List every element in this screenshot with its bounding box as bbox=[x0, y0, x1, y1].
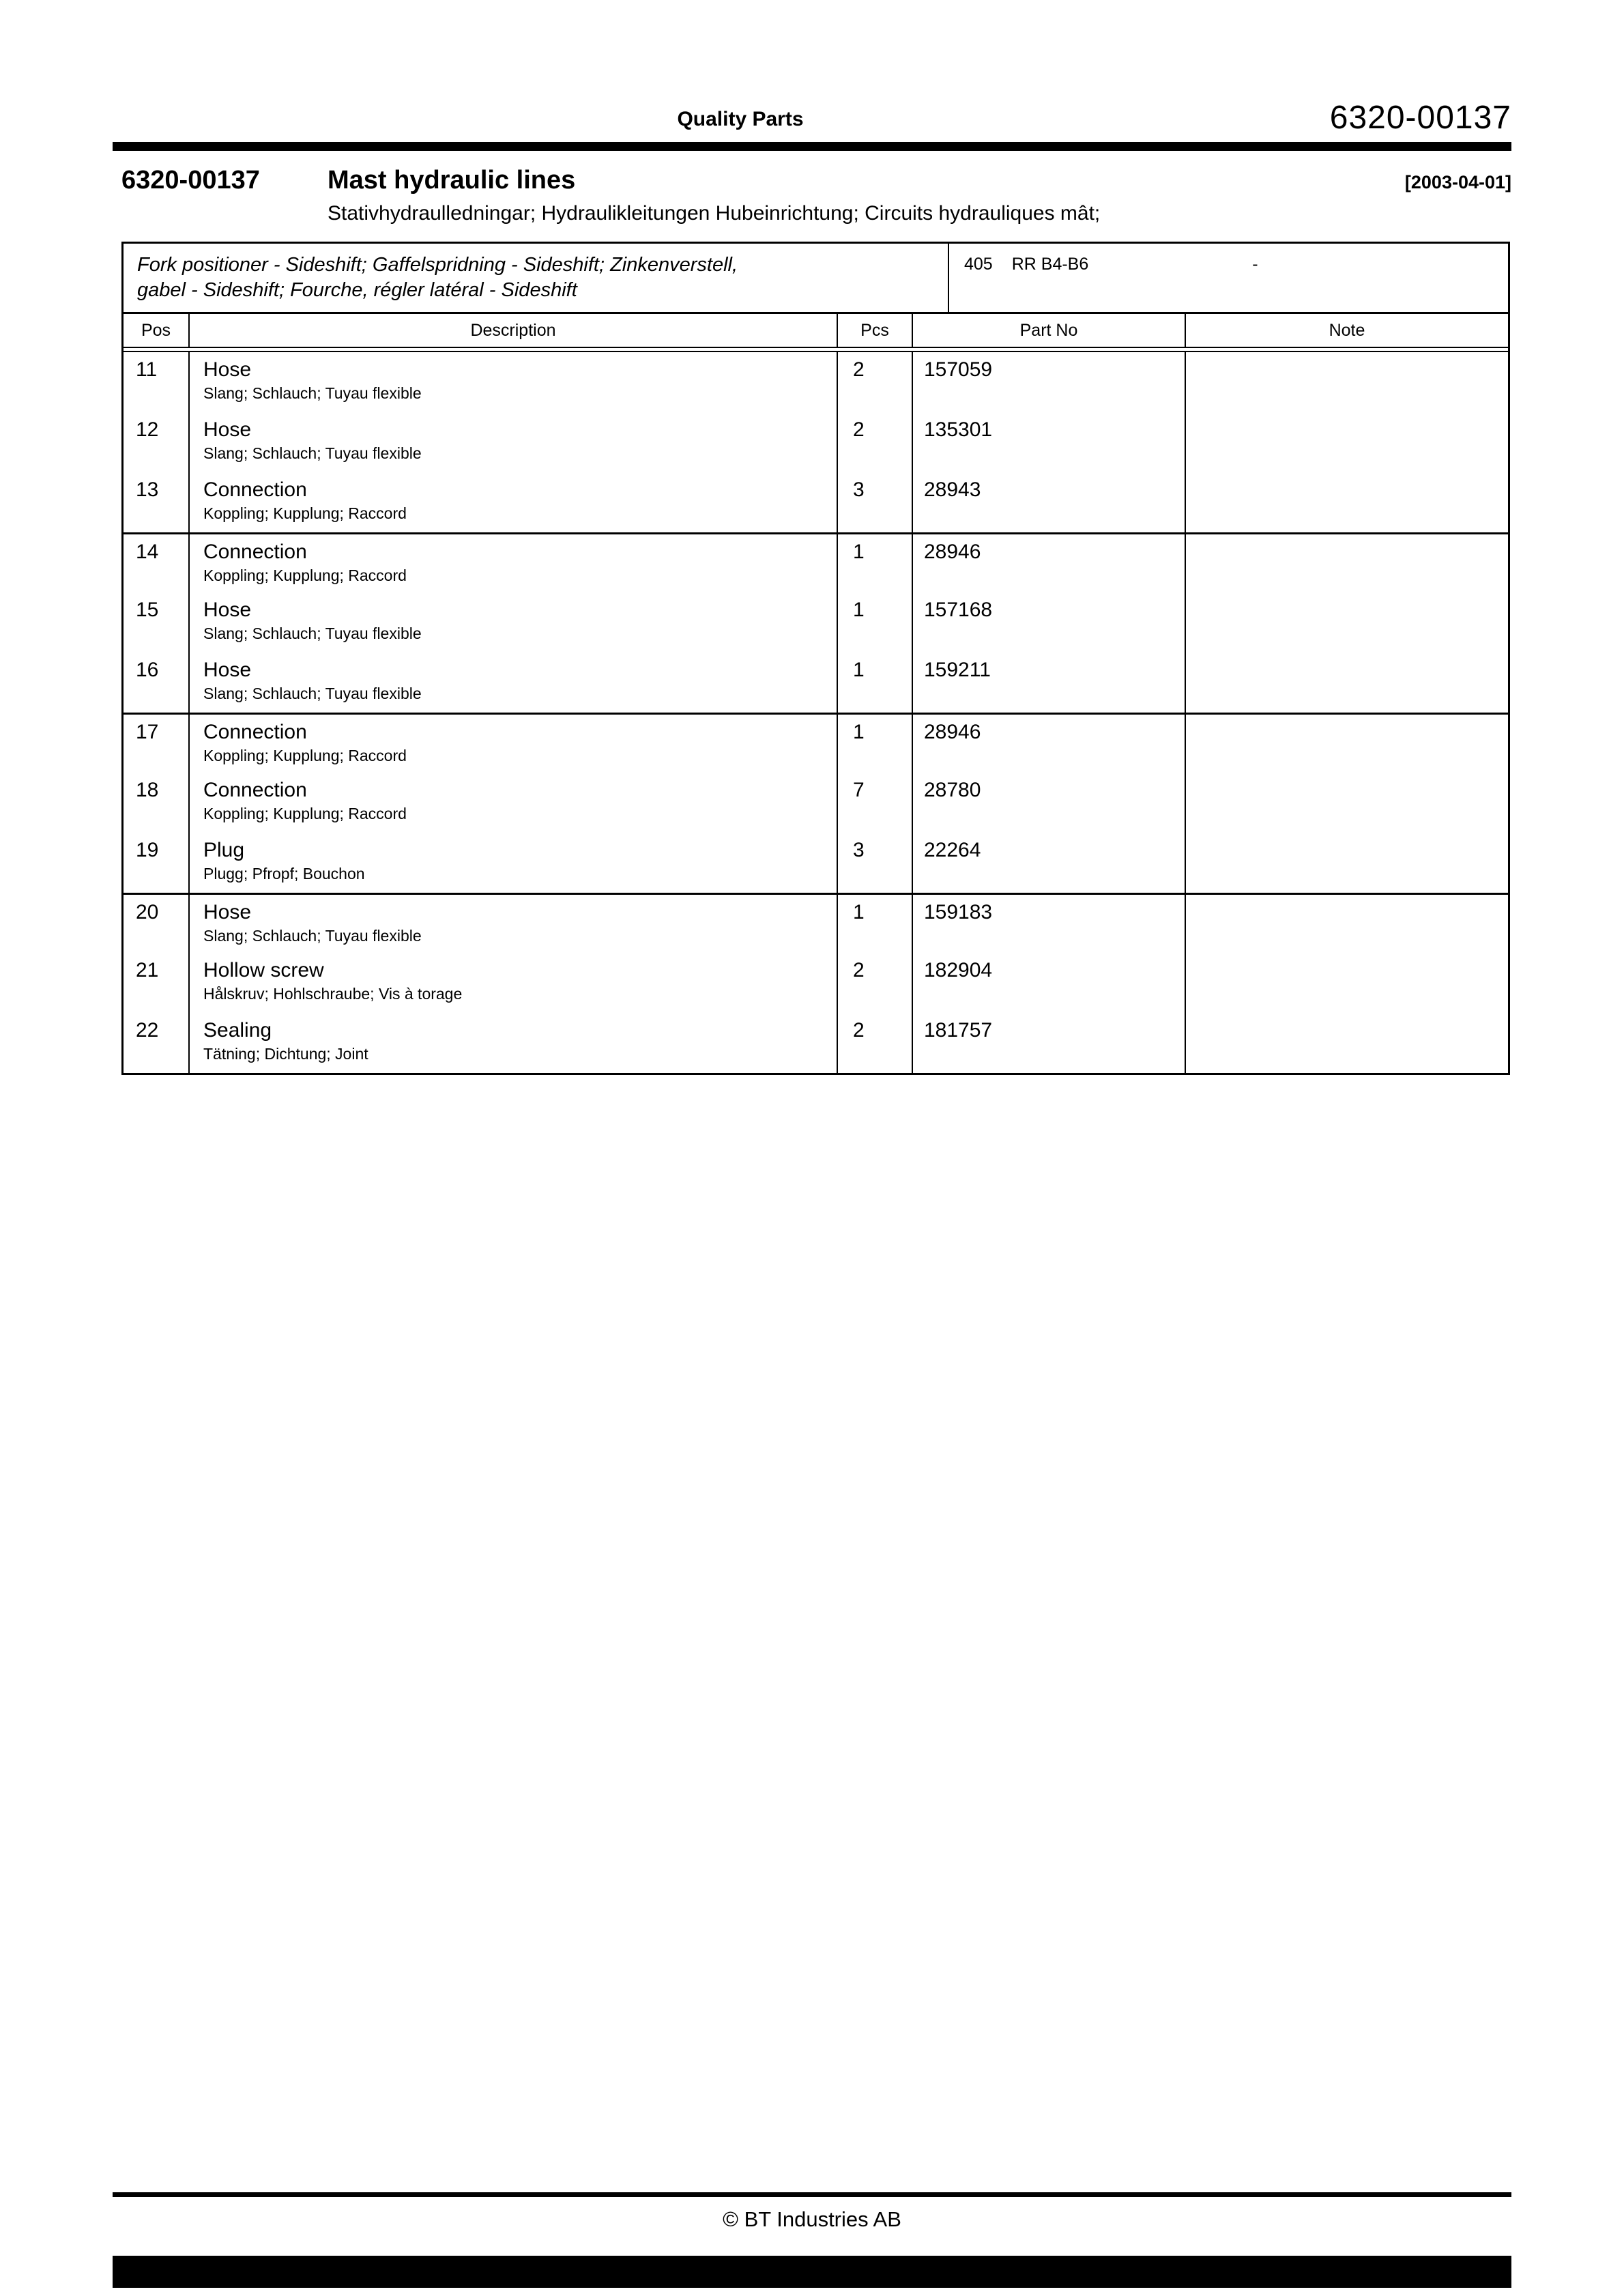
table-body bbox=[124, 351, 1508, 1073]
row-pos: 11 bbox=[136, 358, 158, 381]
row-description-sub: Koppling; Kupplung; Raccord bbox=[203, 504, 407, 522]
page-subtitle: Stativhydraulledningar; Hydraulikleitungen Hubeinrichtung; Circuits hydrauliques mât; bbox=[328, 202, 1101, 225]
row-description bbox=[188, 773, 837, 833]
footer-rule bbox=[113, 2192, 1511, 2197]
row-description-sub: Slang; Schlauch; Tuyau flexible bbox=[203, 685, 422, 702]
row-pos: 21 bbox=[136, 959, 159, 981]
row-pos: 20 bbox=[136, 901, 159, 923]
row-description-sub: Slang; Schlauch; Tuyau flexible bbox=[203, 444, 422, 462]
row-note bbox=[1185, 652, 1508, 713]
row-description-main: Hose bbox=[203, 599, 252, 621]
row-description-main: Connection bbox=[203, 541, 307, 563]
table-row bbox=[124, 833, 1508, 893]
table-row bbox=[124, 592, 1508, 652]
row-part-no: 28943 bbox=[912, 472, 1185, 532]
row-description bbox=[188, 953, 837, 1013]
row-pos: 16 bbox=[136, 659, 159, 681]
table-column-headers bbox=[124, 314, 1508, 348]
row-part-no: 28780 bbox=[912, 773, 1185, 833]
parts-table bbox=[121, 242, 1510, 1075]
variant-model-cell bbox=[948, 244, 1508, 312]
row-description bbox=[188, 715, 837, 773]
row-description-main: Hollow screw bbox=[203, 959, 324, 981]
row-pcs: 2 bbox=[837, 1013, 912, 1073]
row-description-sub: Slang; Schlauch; Tuyau flexible bbox=[203, 384, 422, 402]
row-description-main: Connection bbox=[203, 478, 307, 501]
row-description-main: Hose bbox=[203, 358, 252, 381]
row-pos: 15 bbox=[136, 599, 159, 621]
variant-description-line1: Fork positioner - Sideshift; Gaffelspridning - Sideshift; Zinkenverstell, bbox=[137, 254, 738, 276]
table-row bbox=[124, 472, 1508, 532]
row-description-sub: Slang; Schlauch; Tuyau flexible bbox=[203, 927, 422, 945]
row-pos: 22 bbox=[136, 1019, 159, 1042]
header-rule bbox=[113, 142, 1511, 151]
variant-description-line2: gabel - Sideshift; Fourche, régler latéral - Sideshift bbox=[137, 279, 577, 301]
row-description bbox=[188, 412, 837, 472]
table-row bbox=[124, 1013, 1508, 1073]
row-note bbox=[1185, 833, 1508, 893]
row-pcs: 2 bbox=[837, 412, 912, 472]
column-header-part-no: Part No bbox=[912, 314, 1185, 347]
variant-box bbox=[124, 244, 1508, 314]
row-description-main: Hose bbox=[203, 659, 252, 681]
column-header-description: Description bbox=[188, 314, 837, 347]
row-description bbox=[188, 652, 837, 713]
row-pos: 12 bbox=[136, 418, 159, 441]
row-part-no: 157059 bbox=[912, 352, 1185, 412]
brand-title: Quality Parts bbox=[677, 108, 804, 130]
title-row bbox=[113, 166, 1511, 195]
row-description-sub: Koppling; Kupplung; Raccord bbox=[203, 805, 407, 822]
row-description-main: Hose bbox=[203, 418, 252, 441]
row-pcs: 1 bbox=[837, 895, 912, 953]
variant-model: RR B4-B6 bbox=[1011, 255, 1089, 274]
row-note bbox=[1185, 773, 1508, 833]
table-row bbox=[124, 652, 1508, 713]
variant-code: 405 bbox=[964, 255, 993, 274]
row-description bbox=[188, 1013, 837, 1073]
row-part-no: 22264 bbox=[912, 833, 1185, 893]
row-pos: 13 bbox=[136, 478, 159, 501]
row-note bbox=[1185, 534, 1508, 592]
table-row bbox=[124, 412, 1508, 472]
row-pos: 14 bbox=[136, 541, 159, 563]
row-note bbox=[1185, 1013, 1508, 1073]
table-row bbox=[124, 352, 1508, 412]
row-part-no: 181757 bbox=[912, 1013, 1185, 1073]
table-row bbox=[124, 893, 1508, 953]
row-description-sub: Koppling; Kupplung; Raccord bbox=[203, 566, 407, 584]
table-row bbox=[124, 773, 1508, 833]
table-row bbox=[124, 953, 1508, 1013]
row-pcs: 3 bbox=[837, 472, 912, 532]
row-description bbox=[188, 472, 837, 532]
row-part-no: 182904 bbox=[912, 953, 1185, 1013]
variant-dash: - bbox=[1252, 255, 1258, 274]
row-description bbox=[188, 534, 837, 592]
row-description-main: Connection bbox=[203, 779, 307, 801]
row-part-no: 135301 bbox=[912, 412, 1185, 472]
row-description-sub: Koppling; Kupplung; Raccord bbox=[203, 747, 407, 764]
page-header bbox=[113, 0, 1511, 142]
row-note bbox=[1185, 895, 1508, 953]
row-note bbox=[1185, 953, 1508, 1013]
row-pcs: 2 bbox=[837, 953, 912, 1013]
row-note bbox=[1185, 352, 1508, 412]
row-pcs: 1 bbox=[837, 534, 912, 592]
row-pcs: 1 bbox=[837, 715, 912, 773]
footer-bar bbox=[113, 2256, 1511, 2288]
document-number: 6320-00137 bbox=[1329, 100, 1511, 136]
row-note bbox=[1185, 412, 1508, 472]
page-content bbox=[113, 0, 1511, 1075]
table-row bbox=[124, 713, 1508, 773]
row-description bbox=[188, 592, 837, 652]
row-description bbox=[188, 833, 837, 893]
row-description-main: Sealing bbox=[203, 1019, 272, 1042]
row-description bbox=[188, 352, 837, 412]
row-pcs: 1 bbox=[837, 592, 912, 652]
row-description-sub: Tätning; Dichtung; Joint bbox=[203, 1045, 368, 1063]
column-header-pos: Pos bbox=[141, 321, 171, 340]
row-pcs: 1 bbox=[837, 652, 912, 713]
row-note bbox=[1185, 592, 1508, 652]
row-description-main: Connection bbox=[203, 721, 307, 743]
row-description-sub: Slang; Schlauch; Tuyau flexible bbox=[203, 625, 422, 642]
row-pos: 17 bbox=[136, 721, 159, 743]
row-description bbox=[188, 895, 837, 953]
row-pos: 18 bbox=[136, 779, 159, 801]
row-note bbox=[1185, 715, 1508, 773]
variant-description bbox=[124, 244, 948, 312]
row-pcs: 3 bbox=[837, 833, 912, 893]
page-title: Mast hydraulic lines bbox=[328, 166, 576, 195]
table-row bbox=[124, 532, 1508, 592]
row-description-sub: Hålskruv; Hohlschraube; Vis à torage bbox=[203, 985, 463, 1003]
row-part-no: 159183 bbox=[912, 895, 1185, 953]
column-header-pcs: Pcs bbox=[837, 314, 912, 347]
row-part-no: 159211 bbox=[912, 652, 1185, 713]
row-part-no: 28946 bbox=[912, 715, 1185, 773]
row-description-main: Plug bbox=[203, 839, 245, 861]
row-pos: 19 bbox=[136, 839, 159, 861]
row-pcs: 7 bbox=[837, 773, 912, 833]
row-part-no: 28946 bbox=[912, 534, 1185, 592]
revision-date: [2003-04-01] bbox=[1404, 172, 1511, 192]
column-header-note: Note bbox=[1185, 314, 1508, 347]
row-description-main: Hose bbox=[203, 901, 252, 923]
row-description-sub: Plugg; Pfropf; Bouchon bbox=[203, 865, 365, 882]
footer-copyright: © BT Industries AB bbox=[723, 2207, 901, 2231]
row-part-no: 157168 bbox=[912, 592, 1185, 652]
row-pcs: 2 bbox=[837, 352, 912, 412]
row-note bbox=[1185, 472, 1508, 532]
section-number: 6320-00137 bbox=[121, 166, 260, 195]
